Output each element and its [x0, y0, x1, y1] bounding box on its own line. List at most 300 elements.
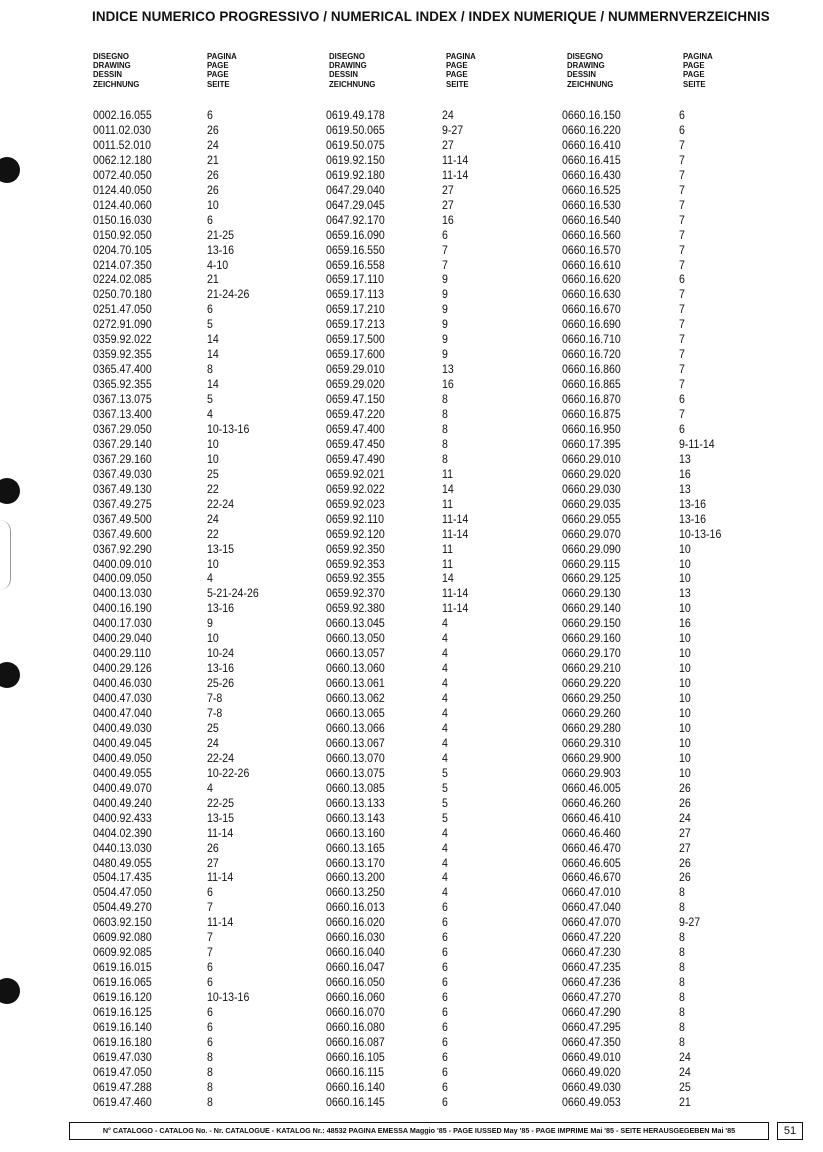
drawing-number: 0660.29.260: [562, 706, 621, 720]
index-row: [326, 272, 448, 287]
page-reference: 10: [678, 750, 691, 765]
drawing-number: 0659.92.021: [326, 466, 385, 481]
page-reference: 8: [206, 1049, 213, 1064]
page-reference: 8: [441, 392, 448, 407]
index-row: [562, 975, 685, 990]
drawing-number: 0224.02.085: [93, 272, 152, 287]
drawing-number: 0660.16.415: [562, 152, 621, 167]
drawing-number: 0251.47.050: [93, 302, 152, 317]
index-row: [93, 257, 229, 272]
drawing-number: 0400.49.045: [93, 735, 152, 750]
drawing-number: 0660.29.160: [562, 631, 621, 646]
index-row: [562, 1079, 691, 1094]
index-row: [93, 272, 219, 287]
page-reference: 4: [441, 825, 448, 840]
index-row: [93, 227, 235, 242]
header-label: PAGINA: [207, 52, 237, 61]
page-reference: 4-10: [206, 257, 229, 272]
index-row: [562, 332, 685, 347]
header-label: DISEGNO: [329, 52, 365, 61]
index-row: [562, 1019, 685, 1034]
index-row: [93, 182, 219, 197]
page-reference: 16: [678, 466, 691, 481]
index-row: [93, 900, 213, 915]
page-reference: 10: [678, 601, 691, 616]
drawing-number: 0660.16.047: [326, 960, 385, 975]
drawing-number: 0660.29.055: [562, 511, 621, 526]
index-row: [93, 885, 213, 900]
index-row: [93, 735, 219, 750]
index-row: [93, 870, 234, 885]
index-row: [562, 900, 685, 915]
drawing-number: 0659.92.120: [326, 526, 385, 541]
page-reference: 14: [441, 571, 454, 586]
page-reference: 8: [206, 1079, 213, 1094]
index-row: [326, 362, 454, 377]
drawing-number: 0619.49.178: [326, 108, 385, 122]
index-row: [562, 840, 691, 855]
page-reference: 8: [678, 885, 685, 900]
index-row: [562, 706, 691, 720]
drawing-number: 0660.16.040: [326, 945, 385, 960]
drawing-number: 0660.29.220: [562, 676, 621, 691]
drawing-number: 0400.49.070: [93, 780, 152, 795]
drawing-number: 0400.47.040: [93, 706, 152, 720]
punch-hole: [0, 478, 20, 504]
drawing-number: 0660.29.210: [562, 661, 621, 676]
page-reference: 11-14: [441, 526, 469, 541]
page-reference: 7: [678, 317, 685, 332]
page-reference: 10: [678, 765, 691, 780]
page-reference: 9: [206, 616, 213, 631]
drawing-number: 0660.13.066: [326, 720, 385, 735]
drawing-number: 0647.29.045: [326, 197, 385, 212]
page-reference: 5: [206, 317, 213, 332]
drawing-number: 0404.02.390: [93, 825, 152, 840]
index-row: [326, 990, 448, 1005]
drawing-number: 0660.16.525: [562, 182, 621, 197]
drawing-number: 0660.16.860: [562, 362, 621, 377]
page-reference: 8: [441, 421, 448, 436]
header-label: DESSIN: [93, 70, 123, 80]
index-row: [93, 571, 213, 586]
index-row: [93, 1079, 213, 1094]
drawing-number: 0660.29.020: [562, 466, 621, 481]
index-row: [326, 242, 448, 257]
page-reference: 26: [678, 780, 691, 795]
page-reference: 9: [441, 272, 448, 287]
drawing-number: 0660.47.040: [562, 900, 621, 915]
drawing-number: 0660.29.035: [562, 496, 621, 511]
index-row: [93, 631, 219, 646]
page-number: 51: [777, 1122, 803, 1140]
page-reference: 9-11-14: [678, 436, 715, 451]
drawing-number: 0660.47.010: [562, 885, 621, 900]
index-row: [562, 362, 685, 377]
index-row: [326, 257, 448, 272]
index-row: [93, 122, 219, 137]
page-reference: 9: [441, 347, 448, 362]
page-reference: 10: [678, 646, 691, 661]
page-reference: 21: [678, 1094, 691, 1109]
page-reference: 10-13-16: [678, 526, 722, 541]
page-reference: 22: [206, 481, 219, 496]
page-reference: 6: [441, 1094, 448, 1109]
page-reference: 27: [441, 182, 454, 197]
index-row: [93, 137, 219, 152]
index-row: [93, 676, 235, 691]
index-row: [562, 317, 685, 332]
page-reference: 8: [678, 990, 685, 1005]
drawing-number: 0619.50.065: [326, 122, 385, 137]
header-label: DRAWING: [329, 61, 367, 71]
page-reference: 7: [678, 167, 685, 182]
index-row: [93, 945, 213, 960]
page-reference: 6: [441, 990, 448, 1005]
index-row: [93, 586, 259, 601]
page-reference: 24: [678, 810, 691, 825]
index-row: [93, 975, 213, 990]
index-row: [562, 960, 685, 975]
page-reference: 7: [678, 302, 685, 317]
index-row: [93, 780, 213, 795]
index-row: [93, 317, 213, 332]
index-row: [93, 287, 250, 302]
drawing-number: 0659.17.210: [326, 302, 385, 317]
index-row: [93, 960, 213, 975]
page-reference: 24: [441, 108, 454, 122]
drawing-number: 0619.16.125: [93, 1005, 152, 1019]
drawing-number: 0659.92.023: [326, 496, 385, 511]
page-reference: 7: [441, 242, 448, 257]
index-row: [93, 1019, 213, 1034]
header-label: DISEGNO: [567, 52, 603, 61]
index-row: [93, 302, 213, 317]
drawing-number: 0660.47.270: [562, 990, 621, 1005]
index-row: [562, 616, 691, 631]
drawing-number: 0504.17.435: [93, 870, 152, 885]
drawing-number: 0660.16.630: [562, 287, 621, 302]
index-row: [93, 451, 219, 466]
page-reference: 22: [206, 526, 219, 541]
index-row: [326, 1094, 448, 1109]
index-row: [326, 302, 448, 317]
drawing-number: 0400.46.030: [93, 676, 152, 691]
page-reference: 9: [441, 302, 448, 317]
header-label: ZEICHNUNG: [329, 79, 376, 89]
index-row: [93, 646, 235, 661]
index-row: [93, 840, 219, 855]
page-reference: 7: [678, 377, 685, 392]
page-reference: 22-25: [206, 795, 235, 810]
drawing-number: 0660.29.250: [562, 691, 621, 706]
index-row: [562, 765, 691, 780]
header-label: PAGINA: [446, 52, 476, 61]
index-row: [93, 541, 235, 556]
page-reference: 4: [441, 646, 448, 661]
drawing-number: 0367.29.050: [93, 421, 152, 436]
header-label: ZEICHNUNG: [93, 79, 140, 89]
index-row: [562, 287, 685, 302]
page-reference: 26: [206, 182, 219, 197]
page-reference: 10-13-16: [206, 990, 250, 1005]
page-reference: 21-25: [206, 227, 235, 242]
drawing-number: 0400.09.010: [93, 556, 152, 571]
drawing-number: 0660.13.160: [326, 825, 385, 840]
index-row: [562, 257, 685, 272]
page-reference: 7: [678, 287, 685, 302]
page-reference: 9: [441, 287, 448, 302]
index-row: [93, 1094, 213, 1109]
index-row: [562, 646, 691, 661]
index-row: [326, 960, 448, 975]
index-row: [326, 287, 448, 302]
index-row: [326, 706, 448, 720]
page-reference: 22-24: [206, 750, 235, 765]
page-reference: 14: [206, 377, 219, 392]
drawing-number: 0204.70.105: [93, 242, 152, 257]
index-row: [93, 795, 235, 810]
page-reference: 6: [678, 392, 685, 407]
index-row: [562, 436, 715, 451]
drawing-number: 0660.13.075: [326, 765, 385, 780]
page-reference: 8: [206, 1094, 213, 1109]
index-row: [93, 915, 234, 930]
drawing-number: 0660.49.010: [562, 1049, 621, 1064]
page-reference: 6: [441, 1049, 448, 1064]
drawing-number: 0660.16.060: [326, 990, 385, 1005]
page-reference: 8: [206, 362, 213, 377]
page-reference: 4: [441, 885, 448, 900]
drawing-number: 0660.16.670: [562, 302, 621, 317]
drawing-number: 0660.16.540: [562, 212, 621, 227]
header-label: PAGE: [683, 61, 705, 71]
drawing-number: 0660.13.061: [326, 676, 385, 691]
index-row: [326, 1079, 448, 1094]
drawing-number: 0660.46.460: [562, 825, 621, 840]
page-reference: 27: [678, 825, 691, 840]
drawing-number: 0619.92.180: [326, 167, 385, 182]
page-reference: 7: [678, 332, 685, 347]
index-row: [326, 167, 469, 182]
drawing-number: 0400.29.040: [93, 631, 152, 646]
header-label: DISEGNO: [93, 52, 129, 61]
page-reference: 10: [206, 436, 219, 451]
page-reference: 4: [441, 691, 448, 706]
page-reference: 4: [441, 706, 448, 720]
page-reference: 8: [678, 1019, 685, 1034]
drawing-number: 0659.47.450: [326, 436, 385, 451]
index-row: [93, 242, 235, 257]
header-label: DESSIN: [329, 70, 359, 80]
drawing-number: 0660.13.143: [326, 810, 385, 825]
index-row: [326, 825, 448, 840]
page-reference: 10-22-26: [206, 765, 250, 780]
index-row: [562, 392, 685, 407]
page-reference: 11-14: [441, 167, 469, 182]
page-reference: 4: [441, 720, 448, 735]
index-row: [562, 167, 685, 182]
page-reference: 25: [678, 1079, 691, 1094]
index-row: [93, 167, 219, 182]
index-row: [93, 616, 213, 631]
page-header-3: [683, 52, 713, 89]
drawing-number: 0619.50.075: [326, 137, 385, 152]
page-reference: 10: [678, 571, 691, 586]
drawing-number: 0124.40.050: [93, 182, 152, 197]
drawing-number: 0660.29.090: [562, 541, 621, 556]
page-reference: 24: [206, 137, 219, 152]
index-row: [326, 661, 448, 676]
index-row: [326, 137, 454, 152]
index-row: [93, 720, 219, 735]
page-reference: 4: [441, 855, 448, 870]
drawing-number: 0480.49.055: [93, 855, 152, 870]
drawing-number: 0504.47.050: [93, 885, 152, 900]
drawing-number: 0660.47.290: [562, 1005, 621, 1019]
index-row: [326, 1034, 448, 1049]
drawing-number: 0659.92.353: [326, 556, 385, 571]
page-reference: 10: [206, 631, 219, 646]
page-reference: 13-16: [678, 496, 707, 511]
index-row: [93, 526, 219, 541]
page-reference: 4: [441, 735, 448, 750]
index-row: [326, 735, 448, 750]
index-row: [326, 780, 448, 795]
page-reference: 8: [678, 975, 685, 990]
page-reference: 11-14: [441, 511, 469, 526]
drawing-number: 0660.13.170: [326, 855, 385, 870]
page-reference: 7: [678, 212, 685, 227]
page-reference: 7-8: [206, 706, 223, 720]
drawing-number: 0660.16.220: [562, 122, 621, 137]
index-row: [562, 780, 691, 795]
drawing-number: 0660.29.150: [562, 616, 621, 631]
index-row: [326, 481, 454, 496]
drawing-number: 0011.02.030: [93, 122, 152, 137]
drawing-number: 0367.49.275: [93, 496, 152, 511]
drawing-number: 0659.47.490: [326, 451, 385, 466]
index-row: [562, 108, 685, 122]
index-row: [326, 930, 448, 945]
header-label: PAGE: [446, 61, 468, 71]
index-row: [326, 451, 448, 466]
drawing-number: 0660.13.165: [326, 840, 385, 855]
drawing-number: 0659.92.350: [326, 541, 385, 556]
drawing-number: 0367.49.500: [93, 511, 152, 526]
drawing-number: 0250.70.180: [93, 287, 152, 302]
index-row: [326, 227, 448, 242]
drawing-number: 0660.13.062: [326, 691, 385, 706]
page-reference: 6: [206, 885, 213, 900]
page-reference: 6: [678, 272, 685, 287]
drawing-number: 0660.29.030: [562, 481, 621, 496]
page-reference: 6: [441, 975, 448, 990]
drawing-number: 0660.46.605: [562, 855, 621, 870]
index-row: [93, 810, 235, 825]
drawing-number: 0659.16.558: [326, 257, 385, 272]
page-reference: 13-16: [678, 511, 707, 526]
page-reference: 13: [678, 451, 691, 466]
index-row: [326, 541, 453, 556]
drawing-number: 0660.13.133: [326, 795, 385, 810]
drawing-number: 0660.13.070: [326, 750, 385, 765]
drawing-number: 0660.16.070: [326, 1005, 385, 1019]
page-reference: 4: [441, 840, 448, 855]
drawing-number: 0367.49.030: [93, 466, 152, 481]
index-row: [326, 870, 448, 885]
page-reference: 6: [441, 227, 448, 242]
index-row: [562, 915, 701, 930]
drawing-number: 0660.47.236: [562, 975, 621, 990]
index-row: [326, 317, 448, 332]
drawing-number: 0365.92.355: [93, 377, 152, 392]
page-reference: 7: [678, 182, 685, 197]
index-row: [93, 511, 219, 526]
index-row: [326, 720, 448, 735]
page-reference: 8: [441, 436, 448, 451]
drawing-number: 0660.13.045: [326, 616, 385, 631]
index-row: [562, 1064, 691, 1079]
page-reference: 6: [441, 930, 448, 945]
drawing-number: 0400.16.190: [93, 601, 152, 616]
drawing-number: 0400.92.433: [93, 810, 152, 825]
index-row: [326, 347, 448, 362]
index-row: [93, 556, 219, 571]
page-reference: 5: [441, 780, 448, 795]
index-row: [562, 1034, 685, 1049]
drawing-number: 0660.16.865: [562, 377, 621, 392]
index-row: [93, 1034, 213, 1049]
drawing-number: 0660.16.140: [326, 1079, 385, 1094]
page-reference: 6: [441, 1019, 448, 1034]
index-row: [93, 691, 223, 706]
drawing-number: 0124.40.060: [93, 197, 152, 212]
drawing-number: 0660.13.200: [326, 870, 385, 885]
page-header-1: [207, 52, 237, 89]
index-row: [326, 496, 453, 511]
drawing-number: 0660.29.130: [562, 586, 621, 601]
page-reference: 7: [678, 197, 685, 212]
page-reference: 6: [206, 1034, 213, 1049]
drawing-number: 0659.92.370: [326, 586, 385, 601]
page-reference: 10-24: [206, 646, 235, 661]
page-reference: 10: [678, 735, 691, 750]
index-row: [93, 407, 213, 421]
index-row: [93, 152, 219, 167]
index-row: [562, 421, 685, 436]
drawing-number: 0660.16.720: [562, 347, 621, 362]
drawing-number: 0367.13.400: [93, 407, 152, 421]
index-row: [562, 825, 691, 840]
drawing-number: 0660.49.020: [562, 1064, 621, 1079]
page-reference: 6: [206, 108, 213, 122]
page-reference: 4: [206, 571, 213, 586]
index-row: [326, 571, 454, 586]
index-row: [93, 601, 235, 616]
drawing-number: 0367.29.160: [93, 451, 152, 466]
page-reference: 7: [678, 242, 685, 257]
drawing-number: 0365.47.400: [93, 362, 152, 377]
index-row: [93, 108, 213, 122]
index-row: [93, 930, 213, 945]
drawing-number: 0660.16.410: [562, 137, 621, 152]
page-reference: 10: [678, 676, 691, 691]
punch-hole: [0, 662, 20, 688]
index-row: [93, 392, 213, 407]
index-row: [326, 631, 448, 646]
index-row: [562, 885, 685, 900]
